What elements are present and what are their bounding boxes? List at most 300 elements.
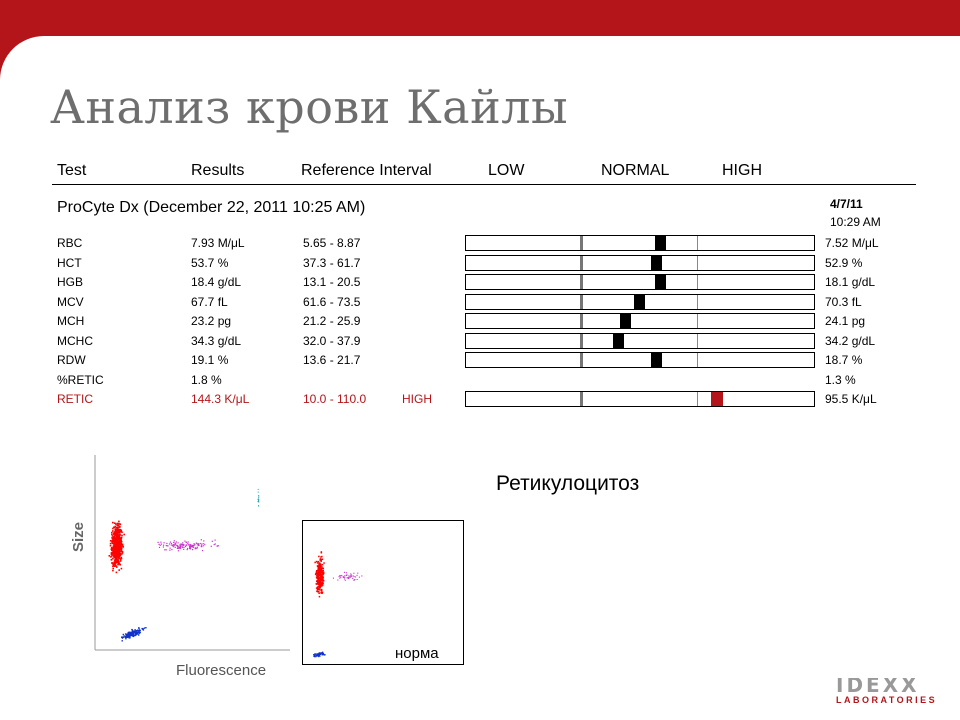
row-test-name: %RETIC [57,373,104,387]
scatter-dot [163,546,164,547]
scatter-dot [318,562,320,564]
scatter-dot [112,528,114,530]
scatter-dot [318,653,319,654]
scatter-dot [119,547,121,549]
scatter-dot [319,596,321,598]
scatter-dot [258,495,259,496]
scatter-dot [186,542,187,543]
scatter-dot [117,547,119,549]
scatter-dot [357,575,358,576]
row-previous-result: 95.5 K/μL [825,392,877,406]
scatter-dot [116,566,118,568]
scatter-dot [320,571,322,573]
scatter-dot [340,577,341,578]
row-previous-result: 18.1 g/dL [825,275,876,289]
scatter-dot [258,492,259,493]
scatter-dot [333,578,334,579]
row-flag: HIGH [402,392,432,406]
result-marker [651,353,662,367]
scatter-dot [195,547,196,548]
result-marker [655,275,666,289]
scatter-dot [316,561,318,563]
row-result: 144.3 K/μL [191,392,250,406]
scatter-dot [160,542,161,543]
col-header-high: HIGH [722,162,762,179]
scatter-dot [354,576,355,577]
scatter-dot [167,545,168,546]
plot-x-label: Fluorescence [176,662,267,679]
scatter-dot [357,573,358,574]
scatter-dot [159,547,160,548]
scatter-dot [116,554,118,556]
scatter-dot [317,573,319,575]
scatter-dot [321,570,323,572]
scatter-dot [171,543,172,544]
row-reference: 10.0 - 110.0 [303,392,367,406]
scatter-dot [320,653,321,654]
scatter-dot [339,575,340,576]
previous-result-date [830,195,881,231]
scatter-dot [115,523,117,525]
scatter-dot [117,523,119,525]
range-bar [465,333,815,349]
scatter-dot [169,543,170,544]
scatter-dot [318,593,320,595]
row-result: 18.4 g/dL [191,275,242,289]
scatter-dot [182,542,183,543]
scatter-dot [117,525,119,527]
scatter-dot [122,546,124,548]
scatter-dot [321,556,323,558]
scatter-dot [174,540,175,541]
scatter-dot [359,577,360,578]
scatter-dot [322,572,324,574]
scatter-dot [319,582,321,584]
row-reference: 61.6 - 73.5 [303,295,361,309]
scatter-dot [361,575,362,576]
scatter-dot [114,542,116,544]
scatter-dot [316,583,318,585]
scatter-dot [258,501,259,502]
scatter-dot [180,546,181,547]
scatter-dot [357,579,358,580]
scatter-dot [193,547,194,548]
range-divider [580,236,583,250]
scatter-dot [115,565,117,567]
scatter-dot [188,541,189,542]
scatter-dot [321,579,323,581]
scatter-dot [137,632,138,633]
row-previous-result: 70.3 fL [825,295,862,309]
scatter-dot [121,558,123,560]
scatter-dot [187,548,188,549]
scatter-dot [114,555,116,557]
row-reference: 13.1 - 20.5 [303,275,361,289]
scatter-dot [115,551,117,553]
scatter-plot-normal-canvas [303,521,463,664]
scatter-dot [175,547,176,548]
scatter-dot [182,546,183,547]
scatter-dot [111,553,113,555]
scatter-dot [319,570,321,572]
scatter-dot [117,539,119,541]
scatter-dot [125,638,126,639]
scatter-dot [196,543,197,544]
scatter-dot [132,633,133,634]
scatter-dot [322,568,324,570]
scatter-dot [112,570,114,572]
scatter-dot [164,542,165,543]
scatter-dot [119,563,121,565]
scatter-dot [322,576,324,578]
scatter-dot [111,532,113,534]
scatter-dot [317,562,319,564]
scatter-dot [116,543,118,545]
scatter-dot [116,556,118,558]
scatter-dot [190,547,191,548]
scatter-dot [113,533,115,535]
range-divider [697,334,698,348]
logo-subtitle: LABORATORIES [836,695,938,705]
scatter-dot [321,577,323,579]
scatter-dot [193,546,194,547]
scatter-dot [321,559,323,561]
scatter-dot [138,634,139,635]
scatter-dot [258,497,259,498]
result-marker [711,392,723,406]
range-divider [580,256,583,270]
scatter-dot [186,544,187,545]
col-header-normal: NORMAL [601,162,670,179]
scatter-dot [197,547,198,548]
row-result: 19.1 % [191,353,229,367]
scatter-dot [212,541,213,542]
scatter-dot [179,548,180,549]
range-divider [580,295,583,309]
scatter-dot [321,551,323,553]
scatter-dot [323,580,325,582]
scatter-dot [187,543,188,544]
scatter-dot [184,541,185,542]
scatter-dot [318,561,320,563]
scatter-dot [350,575,351,576]
scatter-dot [319,581,321,583]
scatter-dot [317,580,319,582]
slide-title: Анализ крови Кайлы [50,80,569,134]
scatter-dot [189,544,190,545]
scatter-dot [112,558,114,560]
scatter-dot [201,546,202,547]
scatter-dot [323,653,324,654]
scatter-dot [319,566,321,568]
scatter-dot [176,545,177,546]
scatter-dot [204,544,205,545]
result-marker [634,295,645,309]
scatter-dot [344,572,345,573]
scatter-dot [110,545,112,547]
range-divider [580,392,583,406]
col-header-results: Results [191,162,245,179]
scatter-dot [348,575,349,576]
scatter-dot [121,530,123,532]
result-marker [655,236,666,250]
range-divider [697,295,698,309]
scatter-dot [348,578,349,579]
scatter-dot [351,576,352,577]
scatter-dot [178,550,179,551]
scatter-dot [346,575,347,576]
scatter-dot [114,557,116,559]
scatter-dot [166,543,167,544]
scatter-dot [353,573,354,574]
scatter-dot [113,555,115,557]
scatter-dot [199,545,200,546]
scatter-dot [258,499,259,500]
scatter-dot [324,654,325,655]
scatter-dot [203,543,204,544]
scatter-dot [350,573,351,574]
scatter-dot [144,627,145,628]
scatter-dot [120,540,122,542]
scatter-dot [322,592,324,594]
row-test-name: HGB [57,275,84,289]
scatter-dot [112,552,114,554]
scatter-dot [321,566,323,568]
scatter-dot [132,629,133,630]
scatter-dot [316,571,318,573]
scatter-dot [323,562,325,564]
row-reference: 13.6 - 21.7 [303,353,361,367]
row-result: 23.2 pg [191,314,232,328]
scatter-dot [187,549,188,550]
scatter-dot [118,521,120,523]
scatter-dot [118,545,120,547]
idexx-logo [836,678,956,712]
range-divider [697,256,698,270]
range-divider [697,353,698,367]
range-divider [580,353,583,367]
scatter-dot [159,544,160,545]
range-bar [465,274,815,290]
scatter-dot [314,653,315,654]
scatter-dot [354,580,355,581]
range-divider [697,236,698,250]
scatter-dot [344,575,345,576]
scatter-dot [198,543,199,544]
scatter-dot [121,531,123,533]
scatter-dot [183,547,184,548]
result-marker [613,334,624,348]
scatter-dot [201,545,202,546]
scatter-dot [119,536,121,538]
scatter-dot [344,577,345,578]
scatter-dot [119,530,121,532]
scatter-dot [111,534,113,536]
scatter-dot [343,577,344,578]
row-test-name: MCH [57,314,85,328]
scatter-dot [120,549,122,551]
scatter-dot [322,581,324,583]
scatter-dot [113,538,115,540]
row-result: 34.3 g/dL [191,334,242,348]
row-test-name: RBC [57,236,83,250]
scatter-dot [189,548,190,549]
scatter-dot [319,584,321,586]
scatter-dot [112,564,114,566]
range-divider [580,275,583,289]
scatter-dot [320,563,322,565]
scatter-dot [353,575,354,576]
scatter-dot [185,546,186,547]
scatter-dot [109,555,111,557]
scatter-dot [118,523,120,525]
scatter-dot [316,587,318,589]
range-bar [465,352,815,368]
scatter-dot [118,538,120,540]
scatter-dot [170,542,171,543]
scatter-dot [121,568,123,570]
scatter-dot [170,548,171,549]
scatter-dot [117,560,119,562]
row-result: 53.7 % [191,256,229,270]
scatter-dot [214,544,215,545]
scatter-dot [202,550,203,551]
scatter-dot [169,550,170,551]
scatter-dot [110,540,112,542]
scatter-dot [124,636,125,637]
scatter-dot [143,629,144,630]
scatter-plot-main [90,455,290,655]
scatter-dot [114,560,116,562]
scatter-dot [133,636,134,637]
scatter-dot [174,543,175,544]
scatter-dot [111,555,113,557]
scatter-dot [200,543,201,544]
scatter-dot [114,562,116,564]
previous-date: 4/7/11 [830,197,863,211]
diagnosis-note: Ретикулоцитоз [496,472,640,495]
range-bar [465,235,815,251]
range-bar [465,391,815,407]
range-bar [465,294,815,310]
row-test-name: MCHC [57,334,93,348]
scatter-dot [341,575,342,576]
scatter-dot [158,542,159,543]
scatter-dot [183,549,184,550]
scatter-dot [112,568,114,570]
row-previous-result: 1.3 % [825,373,856,387]
banner-curve [0,36,44,80]
scatter-dot [340,575,341,576]
logo-wordmark: IDEXX [836,678,920,692]
scatter-dot [171,549,172,550]
analyzer-source: ProCyte Dx (December 22, 2011 10:25 AM) [57,199,366,216]
row-result: 1.8 % [191,373,222,387]
row-result: 7.93 M/μL [191,236,245,250]
scatter-dot [132,632,133,633]
scatter-dot [111,559,113,561]
scatter-dot [138,630,139,631]
scatter-dot [163,545,164,546]
scatter-dot [116,549,118,551]
scatter-dot [127,635,128,636]
scatter-dot [319,573,321,575]
scatter-dot [114,546,116,548]
scatter-dot [201,539,202,540]
scatter-dot [355,576,356,577]
scatter-dot [317,578,319,580]
scatter-dot [131,635,132,636]
scatter-dot [190,544,191,545]
scatter-dot [113,550,115,552]
scatter-dot [321,590,323,592]
range-bar [465,255,815,271]
scatter-dot [166,545,167,546]
scatter-dot [179,544,180,545]
scatter-dot [166,549,167,550]
result-marker [651,256,662,270]
scatter-dot [218,545,219,546]
scatter-dot [122,640,123,641]
scatter-dot [111,562,113,564]
row-test-name: MCV [57,295,84,309]
range-divider [580,334,583,348]
scatter-dot [320,582,322,584]
scatter-dot [321,585,323,587]
col-header-reference: Reference Interval [301,162,432,179]
scatter-dot [319,586,321,588]
normal-plot-label: норма [395,645,439,662]
scatter-dot [118,542,120,544]
plot-y-label: Size [70,521,87,552]
scatter-dot [315,573,317,575]
range-divider [697,314,698,328]
scatter-dot [136,630,137,631]
scatter-dot [318,588,320,590]
scatter-dot [319,575,321,577]
scatter-dot [176,541,177,542]
scatter-dot [215,543,216,544]
scatter-dot [115,544,117,546]
scatter-dot [120,560,122,562]
header-divider [52,184,916,185]
scatter-dot [139,631,140,632]
scatter-dot [129,633,130,634]
scatter-dot [322,654,323,655]
scatter-dot [118,550,120,552]
range-divider [580,314,583,328]
scatter-dot [171,545,172,546]
scatter-dot [119,532,121,534]
scatter-dot [115,531,117,533]
scatter-dot [321,575,323,577]
scatter-dot [122,636,123,637]
scatter-dot [111,549,113,551]
row-test-name: RDW [57,353,86,367]
scatter-dot [189,546,190,547]
scatter-dot [191,545,192,546]
previous-time: 10:29 AM [830,215,881,229]
scatter-dot [116,572,118,574]
row-reference: 32.0 - 37.9 [303,334,361,348]
row-reference: 5.65 - 8.87 [303,236,361,250]
scatter-dot [319,589,321,591]
scatter-dot [164,549,165,550]
scatter-dot [192,549,193,550]
row-reference: 21.2 - 25.9 [303,314,361,328]
scatter-dot [120,523,122,525]
top-banner [0,0,960,36]
